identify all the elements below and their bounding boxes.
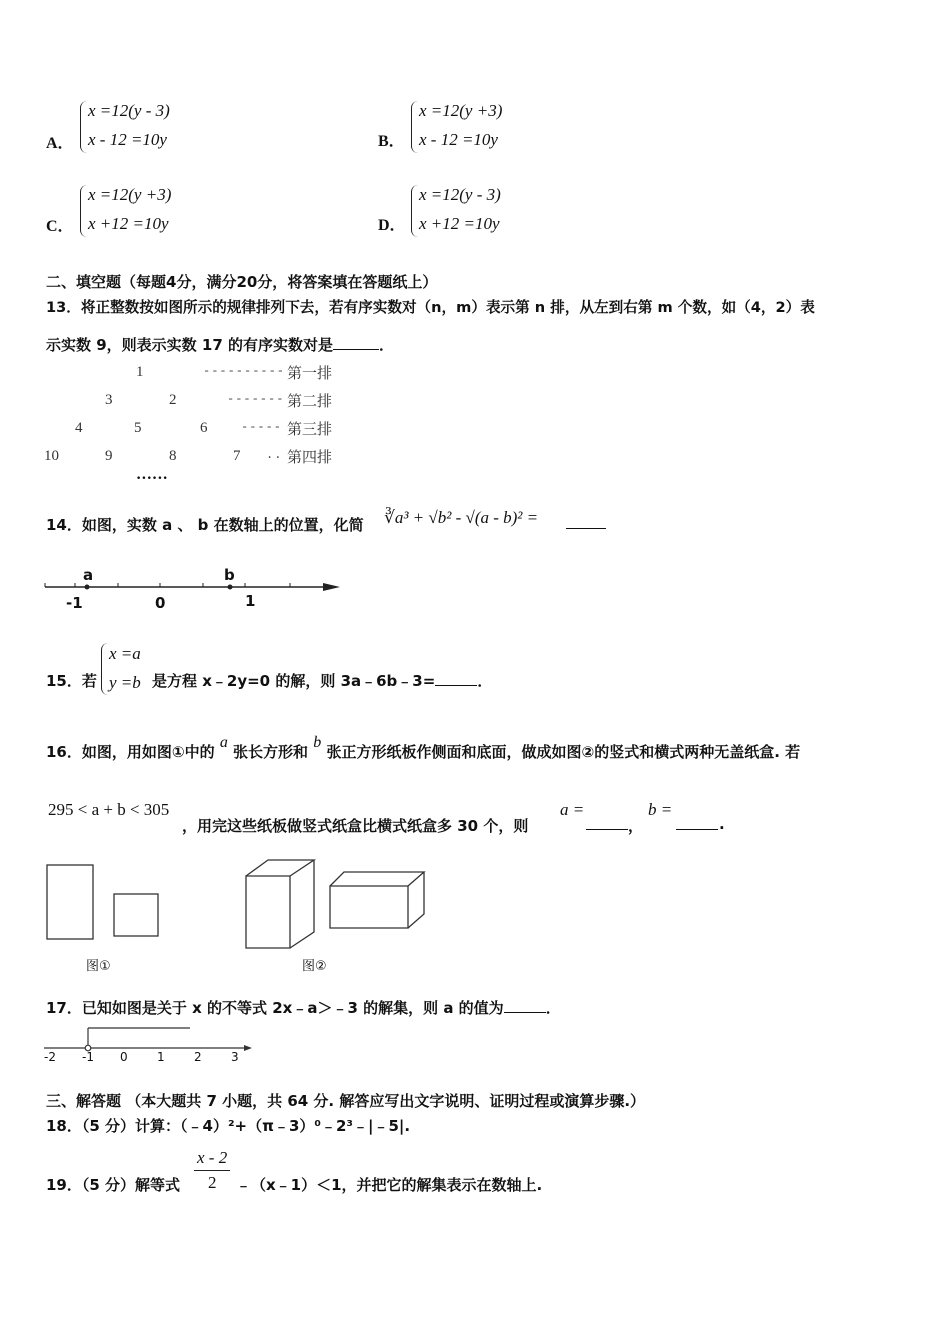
- q19-numerator: x - 2: [197, 1148, 228, 1167]
- q15-prefix: 15．若: [46, 672, 97, 690]
- option-c-label: C．: [46, 218, 74, 235]
- q16-b-blank[interactable]: [676, 829, 718, 830]
- tri-dash-4: ..: [266, 448, 283, 462]
- tri-num-9: 9: [105, 448, 113, 464]
- q16-fig2-caption: 图②: [302, 959, 327, 974]
- option-d-brace: [411, 185, 418, 237]
- q19-denominator: 2: [208, 1173, 217, 1192]
- q16-comma: ，: [628, 817, 644, 835]
- tri-num-6: 6: [200, 420, 208, 436]
- q15-answer-blank[interactable]: [435, 671, 477, 686]
- q17-tick-2: 2: [194, 1050, 202, 1064]
- tri-label-2: 第二排: [287, 392, 333, 410]
- q15-text-body: 是方程 x﹣2y=0 的解，则 3a﹣6b﹣3=: [152, 672, 436, 690]
- q14-answer-blank[interactable]: [566, 528, 606, 529]
- q16-line2: ，用完这些纸板做竖式纸盒比横式纸盒多 30 个，则: [182, 817, 529, 835]
- q14-axis-tick-0: 0: [155, 594, 166, 612]
- q17-end: ．: [545, 999, 561, 1017]
- q19-fraction-bar: [194, 1170, 230, 1171]
- q15-brace: [101, 643, 108, 695]
- option-d-eq2: x +12 =10y: [419, 214, 500, 233]
- tri-num-10: 10: [44, 448, 59, 464]
- q15-text: [152, 670, 492, 691]
- option-d-label: D．: [378, 217, 406, 234]
- q19-prefix: 19．（5 分）解等式: [46, 1176, 181, 1194]
- tri-num-5: 5: [134, 420, 142, 436]
- tri-dash-1: ----------: [203, 364, 286, 378]
- q16-line1-b: 张长方形和: [233, 743, 309, 761]
- q17-tick-1: 1: [157, 1050, 165, 1064]
- q17-tick-neg2: -2: [44, 1050, 56, 1064]
- q18-text: 18．（5 分）计算：（﹣4）²+（π﹣3）⁰﹣2³﹣|﹣5|.: [46, 1117, 411, 1135]
- q15-sys1: x =a: [109, 644, 141, 663]
- q16-a-blank[interactable]: [586, 829, 628, 830]
- tri-label-4: 第四排: [287, 448, 333, 466]
- section3-heading: 三、解答题 （本大题共 7 小题，共 64 分. 解答应写出文字说明、证明过程或演算步骤.）: [46, 1092, 646, 1110]
- q16-b-eq: b =: [648, 800, 673, 819]
- q17-tick-0: 0: [120, 1050, 128, 1064]
- option-b-eq2: x - 12 =10y: [419, 130, 498, 149]
- option-a-brace: [80, 101, 87, 153]
- q15-end: ．: [477, 672, 493, 690]
- q15-sys2: y =b: [109, 673, 141, 692]
- tri-dash-2: -------: [227, 392, 285, 406]
- q19-suffix: ﹣（x﹣1）＜1，并把它的解集表示在数轴上.: [236, 1176, 543, 1194]
- option-c-eq1: x =12(y +3): [88, 185, 172, 204]
- q17-number-line: [40, 1022, 260, 1052]
- q16-b-var: b: [313, 734, 322, 751]
- q14-axis-tick-neg1: -1: [66, 594, 83, 612]
- q14-prefix: 14．如图，实数 a 、 b 在数轴上的位置，化简: [46, 516, 364, 534]
- q16-figure2: [240, 856, 440, 952]
- tri-num-3: 3: [105, 392, 113, 408]
- q13-answer-blank[interactable]: [333, 335, 379, 350]
- tri-label-1: 第一排: [287, 364, 333, 382]
- q17-tick-neg1: -1: [82, 1050, 94, 1064]
- q14-axis-tick-1: 1: [245, 592, 256, 610]
- tri-label-3: 第三排: [287, 420, 333, 438]
- tri-num-4: 4: [75, 420, 83, 436]
- tri-dash-3: -----: [241, 420, 283, 434]
- q13-line2: [46, 334, 394, 355]
- tri-num-8: 8: [169, 448, 177, 464]
- q14-axis-a-label: a: [83, 566, 94, 584]
- q16-a-eq: a =: [560, 800, 585, 819]
- q16-line1: [46, 734, 801, 762]
- q17-text: [46, 997, 561, 1018]
- q17-tick-3: 3: [231, 1050, 239, 1064]
- tri-num-1: 1: [136, 364, 144, 380]
- option-a-eq1: x =12(y - 3): [88, 101, 170, 120]
- q16-period: .: [719, 815, 725, 833]
- q14-expr: ∛a³ + √b² - √(a - b)² =: [384, 508, 539, 527]
- option-b-brace: [411, 101, 418, 153]
- option-b-label: B．: [378, 133, 405, 150]
- tri-num-2: 2: [169, 392, 177, 408]
- q17-answer-blank[interactable]: [504, 998, 546, 1013]
- q14-axis-b-label: b: [224, 566, 235, 584]
- option-c-brace: [80, 185, 87, 237]
- option-d-eq1: x =12(y - 3): [419, 185, 501, 204]
- q16-a-var: a: [219, 734, 228, 751]
- q13-line2-text: 示实数 9，则表示实数 17 的有序实数对是: [46, 336, 333, 354]
- q16-figure1: [44, 860, 164, 944]
- option-a-eq2: x - 12 =10y: [88, 130, 167, 149]
- tri-num-7: 7: [233, 448, 241, 464]
- q13-line1: 13．将正整数按如图所示的规律排列下去，若有序实数对（n，m）表示第 n 排，从左到右第 m 个数，如（4，2）表: [46, 299, 815, 316]
- q16-fig1-caption: 图①: [86, 959, 111, 974]
- q17-text-body: 17．已知如图是关于 x 的不等式 2x﹣a＞﹣3 的解集，则 a 的值为: [46, 999, 504, 1017]
- q16-line1-a: 16．如图，用如图①中的: [46, 743, 215, 761]
- q16-inequality: 295 < a + b < 305: [48, 800, 170, 819]
- tri-ellipsis: ••••••: [136, 474, 168, 484]
- section2-heading: 二、填空题（每题4分，满分20分，将答案填在答题纸上）: [46, 273, 438, 291]
- q13-end: ．: [378, 336, 394, 354]
- option-c-eq2: x +12 =10y: [88, 214, 169, 233]
- q16-line1-c: 张正方形纸板作侧面和底面，做成如图②的竖式和横式两种无盖纸盒. 若: [326, 743, 801, 761]
- option-b-eq1: x =12(y +3): [419, 101, 503, 120]
- option-a-label: A．: [46, 135, 74, 152]
